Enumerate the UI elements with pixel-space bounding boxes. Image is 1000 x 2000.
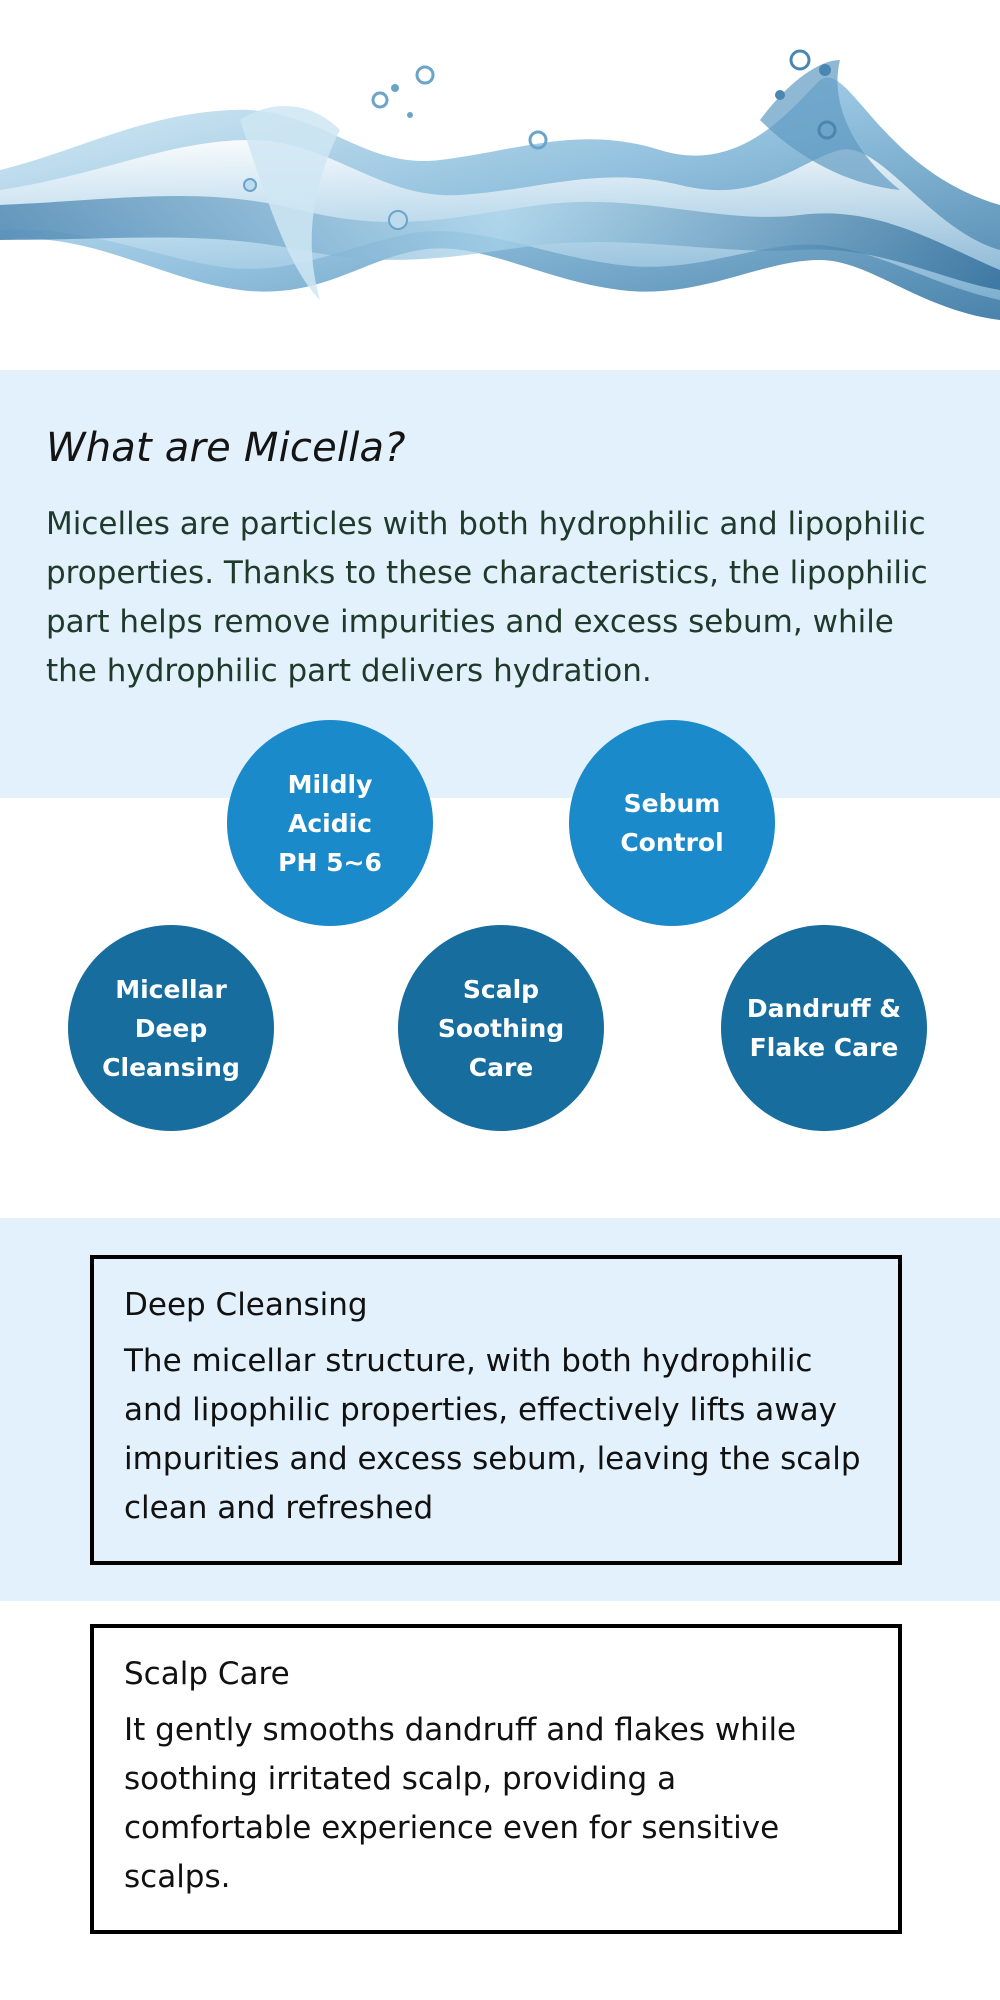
water-splash-illustration	[0, 0, 1000, 370]
benefit-scalp-soothing-care: Scalp Soothing Care	[398, 925, 604, 1131]
intro-title: What are Micella?	[46, 425, 406, 471]
card-body: The micellar structure, with both hydrophilic and lipophilic properties, effectively lifts away impurities and excess sebum, leaving the scalp clean and refreshed	[124, 1343, 861, 1526]
card-body: It gently smooths dandruff and flakes while soothing irritated scalp, providing a comfortable experience even for sensitive scalps.	[124, 1712, 797, 1895]
benefit-mildly-acidic: Mildly Acidic PH 5~6	[227, 720, 433, 926]
feature-card-scalp-care	[90, 1624, 902, 1934]
intro-body: Micelles are particles with both hydrophilic and lipophilic properties. Thanks to these characteristics, the lipophilic part helps remove impurities and excess sebum, while the hydrophilic part delivers hydration.	[46, 506, 928, 689]
card-title: Scalp Care	[124, 1656, 290, 1692]
card-title: Deep Cleansing	[124, 1287, 368, 1323]
feature-card-deep-cleansing	[90, 1255, 902, 1565]
benefit-dandruff-flake-care: Dandruff & Flake Care	[721, 925, 927, 1131]
water-splash-image	[0, 0, 1000, 370]
benefit-micellar-deep-cleansing: Micellar Deep Cleansing	[68, 925, 274, 1131]
benefit-sebum-control: Sebum Control	[569, 720, 775, 926]
